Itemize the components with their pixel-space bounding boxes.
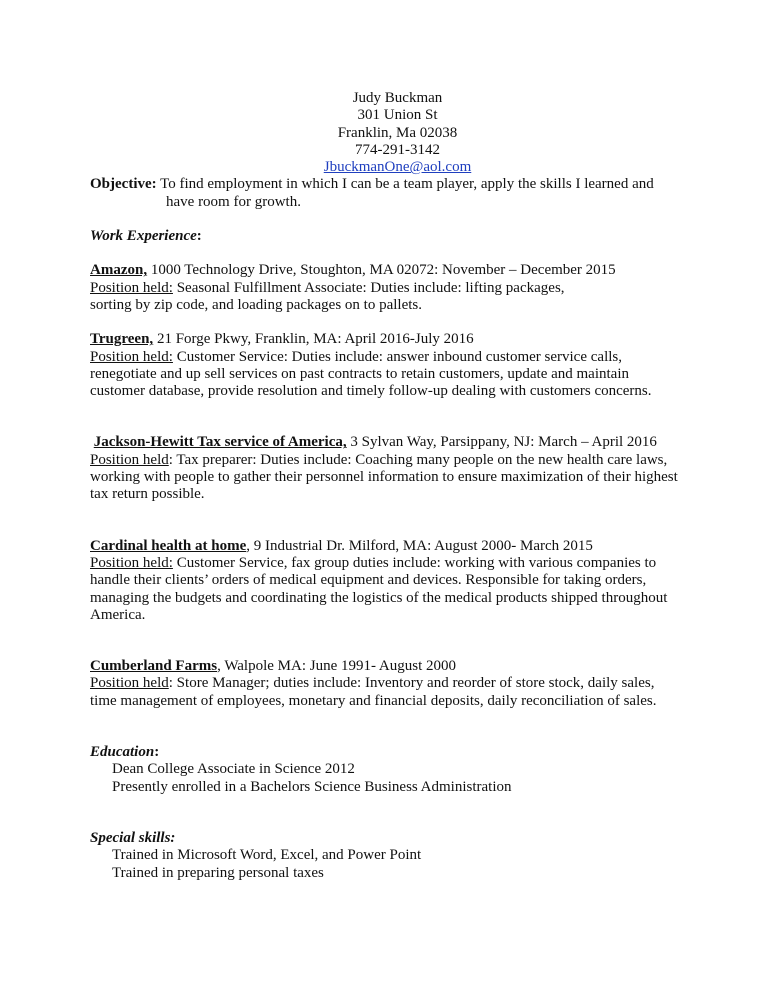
job-entry — [90, 262, 690, 314]
job-details: , 9 Industrial Dr. Milford, MA: August 2000- March 2015 — [246, 537, 593, 554]
company-name: Jackson-Hewitt Tax service of America, — [93, 434, 347, 451]
company-name: Cumberland Farms — [90, 658, 218, 675]
company-name: Cardinal health at home — [90, 537, 247, 554]
contact-name: Judy Buckman — [352, 90, 443, 106]
position-label: Position held: — [90, 554, 173, 571]
position-description: : Store Manager; duties include: Inventory and reorder of store stock, daily sales, time management of employees, monetary and financial deposits, daily reconciliation of sales. — [90, 675, 657, 709]
company-name: Trugreen, — [90, 331, 154, 348]
job-details: 21 Forge Pkwy, Franklin, MA: April 2016-July 2016 — [153, 331, 474, 348]
position-label: Position held: — [90, 279, 173, 296]
work-experience-title: Work Experience — [90, 228, 197, 245]
education-colon: : — [154, 744, 160, 761]
work-experience-colon: : — [196, 228, 202, 245]
list-item: Presently enrolled in a Bachelors Science Business Administration — [112, 778, 512, 795]
position-label: Position held — [90, 451, 169, 468]
position-description: Customer Service, fax group duties include: working with various companies to handle their clients’ orders of medical equipment and devices. Responsible for taking orders, managing the budgets and coordinating the logistics of the medical products shipped throughout America. — [90, 554, 668, 623]
company-name: Amazon, — [90, 262, 148, 279]
list-item: Trained in Microsoft Word, Excel, and Power Point — [112, 847, 422, 864]
contact-block — [90, 90, 690, 176]
objective-line — [90, 176, 690, 193]
objective-text-line2: have room for growth. — [166, 193, 301, 210]
list-item: Trained in preparing personal taxes — [112, 864, 324, 881]
position-description: Customer Service: Duties include: answer inbound customer service calls, renegotiate and up sell services on past contracts to retain customers, update and maintain customer database, provide resolution and timely follow-up dealing with customers concerns. — [90, 348, 652, 400]
job-entry — [90, 658, 690, 710]
position-description: Seasonal Fulfillment Associate: Duties include: lifting packages, sorting by zip code, and loading packages on to pallets. — [90, 279, 565, 313]
objective-text-line1: To find employment in which I can be a team player, apply the skills I learned and — [160, 176, 654, 193]
contact-email-link[interactable]: JbuckmanOne@aol.com — [323, 159, 472, 176]
position-description: : Tax preparer: Duties include: Coaching many people on the new health care laws, working with people to gather their personnel information to ensure maximization of their highest tax return possible. — [90, 451, 678, 503]
contact-street: 301 Union St — [357, 107, 438, 124]
education-heading — [90, 744, 690, 761]
job-entry — [90, 331, 690, 400]
job-details: 1000 Technology Drive, Stoughton, MA 02072: November – December 2015 — [147, 262, 616, 279]
job-details: , Walpole MA: June 1991- August 2000 — [217, 658, 457, 675]
special-skills-heading: Special skills: — [90, 829, 176, 846]
position-label: Position held: — [90, 348, 173, 365]
position-label: Position held — [90, 675, 169, 692]
education-title: Education — [90, 744, 155, 761]
resume-page — [90, 90, 690, 882]
list-item: Dean College Associate in Science 2012 — [112, 761, 355, 778]
job-entry — [90, 538, 690, 624]
job-details: 3 Sylvan Way, Parsippany, NJ: March – April 2016 — [346, 434, 657, 451]
contact-city: Franklin, Ma 02038 — [337, 124, 458, 141]
contact-phone: 774-291-3142 — [355, 141, 440, 158]
objective-label: Objective: — [90, 176, 157, 193]
job-entry — [90, 434, 690, 503]
work-experience-heading — [90, 228, 690, 245]
